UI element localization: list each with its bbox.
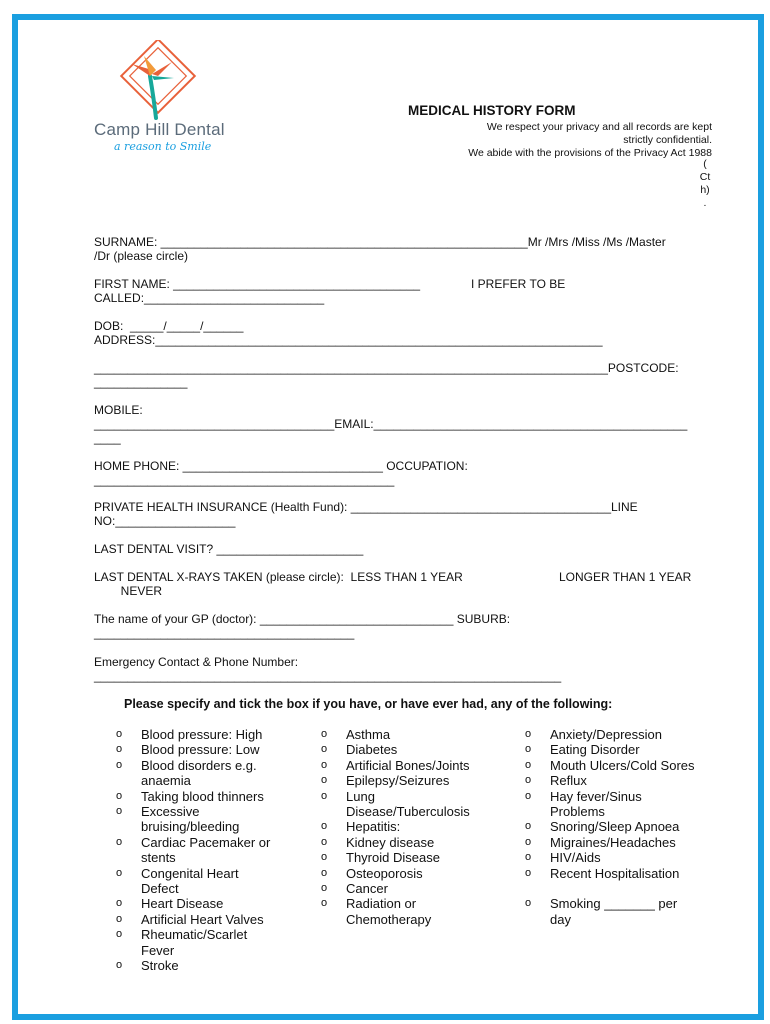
- brand-tagline: a reason to Smile: [114, 140, 212, 153]
- condition-label: day: [550, 911, 571, 927]
- gp-field[interactable]: The name of your GP (doctor): _____________________________ SUBURB:: [94, 612, 511, 626]
- checkbox-bullet[interactable]: o: [321, 820, 328, 833]
- condition-item[interactable]: [116, 912, 306, 927]
- emergency-contact-field[interactable]: ______________________________________________________________________: [94, 669, 562, 683]
- condition-item[interactable]: [321, 727, 511, 742]
- condition-item[interactable]: [525, 758, 725, 773]
- condition-label: anaemia: [141, 773, 191, 789]
- condition-label: Problems: [550, 804, 605, 820]
- mobile-label: MOBILE:: [94, 403, 143, 417]
- condition-label: Blood pressure: High: [141, 727, 263, 742]
- condition-item[interactable]: [321, 896, 511, 927]
- condition-label: Taking blood thinners: [141, 788, 264, 804]
- condition-label: Heart Disease: [141, 896, 224, 912]
- privacy-line-1: We respect your privacy and all records are kept: [486, 121, 712, 133]
- condition-item[interactable]: [116, 727, 306, 742]
- checkbox-bullet[interactable]: o: [321, 758, 328, 771]
- condition-item[interactable]: [525, 819, 725, 834]
- condition-label: Cardiac Pacemaker or: [141, 834, 271, 850]
- condition-item[interactable]: [525, 835, 725, 850]
- checkbox-bullet[interactable]: o: [321, 774, 328, 787]
- condition-label: Fever: [141, 942, 175, 958]
- condition-label: Stroke: [141, 958, 179, 974]
- postcode-line[interactable]: ______________: [94, 375, 188, 389]
- condition-label: Kidney disease: [346, 834, 435, 850]
- checkbox-bullet[interactable]: o: [525, 866, 532, 879]
- address-field[interactable]: ADDRESS:___________________________________________________________________: [94, 333, 603, 347]
- first-name-field[interactable]: FIRST NAME: _____________________________________: [94, 277, 421, 291]
- conditions-column-2: [321, 727, 511, 927]
- checkbox-bullet[interactable]: o: [525, 789, 532, 802]
- condition-item[interactable]: [116, 742, 306, 757]
- checkbox-bullet[interactable]: o: [116, 805, 123, 818]
- condition-item[interactable]: [321, 881, 511, 896]
- checkbox-bullet[interactable]: o: [116, 959, 123, 972]
- checkbox-bullet[interactable]: o: [525, 835, 532, 848]
- condition-item[interactable]: [116, 804, 306, 835]
- checkbox-bullet[interactable]: o: [116, 728, 123, 740]
- conditions-column-1: [116, 727, 306, 974]
- surname-field[interactable]: SURNAME: _______________________________________________________Mr /Mrs /Miss /Ms /Master: [94, 235, 666, 249]
- condition-item[interactable]: [525, 789, 725, 820]
- checkbox-bullet[interactable]: o: [116, 897, 123, 910]
- checkbox-bullet[interactable]: o: [321, 866, 328, 879]
- checkbox-bullet[interactable]: o: [116, 758, 123, 771]
- title-circle-line: /Dr (please circle): [94, 249, 189, 263]
- condition-label: Chemotherapy: [346, 911, 432, 927]
- suburb-line[interactable]: _______________________________________: [94, 626, 355, 640]
- checkbox-bullet[interactable]: o: [525, 897, 532, 910]
- condition-item[interactable]: [116, 758, 306, 789]
- checkbox-bullet[interactable]: o: [116, 743, 123, 756]
- condition-label: Congenital Heart: [141, 865, 239, 881]
- home-phone-field[interactable]: HOME PHONE: ______________________________ OCCUPATION:: [94, 459, 468, 473]
- condition-label: Blood disorders e.g.: [141, 757, 257, 773]
- condition-item[interactable]: [116, 927, 306, 958]
- condition-item[interactable]: [525, 727, 725, 742]
- stray-char: Ct: [699, 171, 711, 183]
- condition-item[interactable]: [525, 742, 725, 757]
- checkbox-bullet[interactable]: o: [321, 897, 328, 910]
- dob-field[interactable]: DOB: _____/_____/______: [94, 319, 244, 333]
- checkbox-bullet[interactable]: o: [525, 774, 532, 787]
- condition-label: Diabetes: [346, 742, 398, 758]
- condition-item[interactable]: [525, 773, 725, 788]
- condition-item[interactable]: [321, 773, 511, 788]
- brand-name: Camp Hill Dental: [94, 120, 225, 139]
- form-title: MEDICAL HISTORY FORM: [408, 103, 576, 118]
- condition-item[interactable]: [116, 835, 306, 866]
- stray-char: (: [703, 158, 707, 170]
- checkbox-bullet[interactable]: o: [116, 835, 123, 848]
- condition-label: Artificial Bones/Joints: [346, 757, 470, 773]
- xray-never-option[interactable]: NEVER: [94, 584, 163, 598]
- health-fund-field[interactable]: PRIVATE HEALTH INSURANCE (Health Fund): _______________________________________LINE: [94, 500, 638, 514]
- condition-label: Eating Disorder: [550, 742, 640, 758]
- condition-label: Asthma: [346, 727, 391, 742]
- email-line[interactable]: ____: [94, 431, 121, 445]
- condition-label: Artificial Heart Valves: [141, 911, 264, 927]
- condition-label: Osteoporosis: [346, 865, 423, 881]
- condition-item[interactable]: [321, 866, 511, 881]
- condition-item[interactable]: [321, 789, 511, 820]
- conditions-column-3: [525, 727, 725, 927]
- condition-label: Blood pressure: Low: [141, 742, 260, 758]
- condition-item[interactable]: [321, 758, 511, 773]
- condition-label: Hepatitis:: [346, 819, 401, 835]
- privacy-statement: [468, 121, 712, 160]
- condition-item[interactable]: [321, 850, 511, 865]
- condition-label: Defect: [141, 881, 179, 897]
- conditions-heading: Please specify and tick the box if you have, or have ever had, any of the following:: [124, 697, 613, 711]
- condition-item[interactable]: [116, 866, 306, 897]
- checkbox-bullet[interactable]: o: [321, 743, 328, 756]
- stray-char: h): [700, 184, 710, 196]
- condition-item[interactable]: [116, 896, 306, 911]
- mobile-email-field[interactable]: ____________________________________EMAIL:_______________________________________________: [94, 417, 688, 431]
- condition-label: Mouth Ulcers/Cold Sores: [550, 757, 695, 773]
- condition-item[interactable]: [116, 958, 306, 973]
- list-spacer: [525, 881, 725, 896]
- condition-label: Rheumatic/Scarlet: [141, 927, 248, 943]
- checkbox-bullet[interactable]: o: [116, 928, 123, 941]
- condition-item[interactable]: [321, 835, 511, 850]
- privacy-line-2: strictly confidential.: [623, 134, 712, 146]
- condition-label: Recent Hospitalisation: [550, 865, 680, 881]
- condition-label: Migraines/Headaches: [550, 834, 676, 850]
- logo-diamond-outer: [121, 40, 195, 113]
- checkbox-bullet[interactable]: o: [321, 882, 328, 895]
- condition-label: Epilepsy/Seizures: [346, 773, 450, 789]
- occupation-field[interactable]: _____________________________________________: [94, 473, 395, 487]
- logo-flower-petal-4: [152, 76, 174, 80]
- privacy-line-3: We abide with the provisions of the Privacy Act 1988: [468, 147, 712, 159]
- condition-label: Hay fever/Sinus: [550, 788, 642, 804]
- prefer-label: I PREFER TO BE: [471, 277, 566, 291]
- condition-label: Smoking _______ per: [550, 896, 678, 912]
- postcode-field[interactable]: _____________________________________________________________________________POSTCODE:: [94, 361, 679, 375]
- stray-text: [698, 158, 712, 210]
- checkbox-bullet[interactable]: o: [525, 743, 532, 756]
- checkbox-bullet[interactable]: o: [525, 851, 532, 864]
- checkbox-bullet[interactable]: o: [321, 835, 328, 848]
- condition-label: Excessive: [141, 804, 200, 820]
- condition-item[interactable]: [116, 789, 306, 804]
- checkbox-bullet[interactable]: o: [321, 851, 328, 864]
- condition-label: Cancer: [346, 881, 388, 897]
- emergency-contact-label: Emergency Contact & Phone Number:: [94, 655, 299, 669]
- condition-label: HIV/Aids: [550, 850, 601, 866]
- preferred-name-field[interactable]: CALLED:___________________________: [94, 291, 325, 305]
- condition-label: Reflux: [550, 773, 587, 789]
- checkbox-bullet[interactable]: o: [525, 758, 532, 771]
- checkbox-bullet[interactable]: o: [116, 789, 123, 802]
- condition-item[interactable]: [321, 819, 511, 834]
- condition-label: bruising/bleeding: [141, 819, 240, 835]
- condition-item[interactable]: [525, 866, 725, 881]
- checkbox-bullet[interactable]: o: [116, 912, 123, 925]
- condition-item[interactable]: [525, 850, 725, 865]
- checkbox-bullet[interactable]: o: [116, 866, 123, 879]
- checkbox-bullet[interactable]: o: [525, 820, 532, 833]
- xray-question[interactable]: LAST DENTAL X-RAYS TAKEN (please circle): LESS THAN 1 YEAR: [94, 570, 463, 584]
- condition-label: Anxiety/Depression: [550, 727, 662, 742]
- last-dental-visit-field[interactable]: LAST DENTAL VISIT? ______________________: [94, 542, 364, 556]
- condition-label: Lung: [346, 788, 375, 804]
- xray-longer-option[interactable]: LONGER THAN 1 YEAR: [559, 570, 692, 584]
- stray-char: .: [703, 197, 707, 209]
- line-number-field[interactable]: NO:__________________: [94, 514, 236, 528]
- checkbox-bullet[interactable]: o: [525, 728, 532, 740]
- condition-label: stents: [141, 850, 176, 866]
- condition-label: Radiation or: [346, 896, 417, 912]
- checkbox-bullet[interactable]: o: [321, 789, 328, 802]
- condition-label: Snoring/Sleep Apnoea: [550, 819, 680, 835]
- condition-item[interactable]: [321, 742, 511, 757]
- condition-label: Thyroid Disease: [346, 850, 440, 866]
- checkbox-bullet[interactable]: o: [321, 728, 328, 740]
- condition-label: Disease/Tuberculosis: [346, 804, 470, 820]
- condition-item[interactable]: [525, 896, 725, 927]
